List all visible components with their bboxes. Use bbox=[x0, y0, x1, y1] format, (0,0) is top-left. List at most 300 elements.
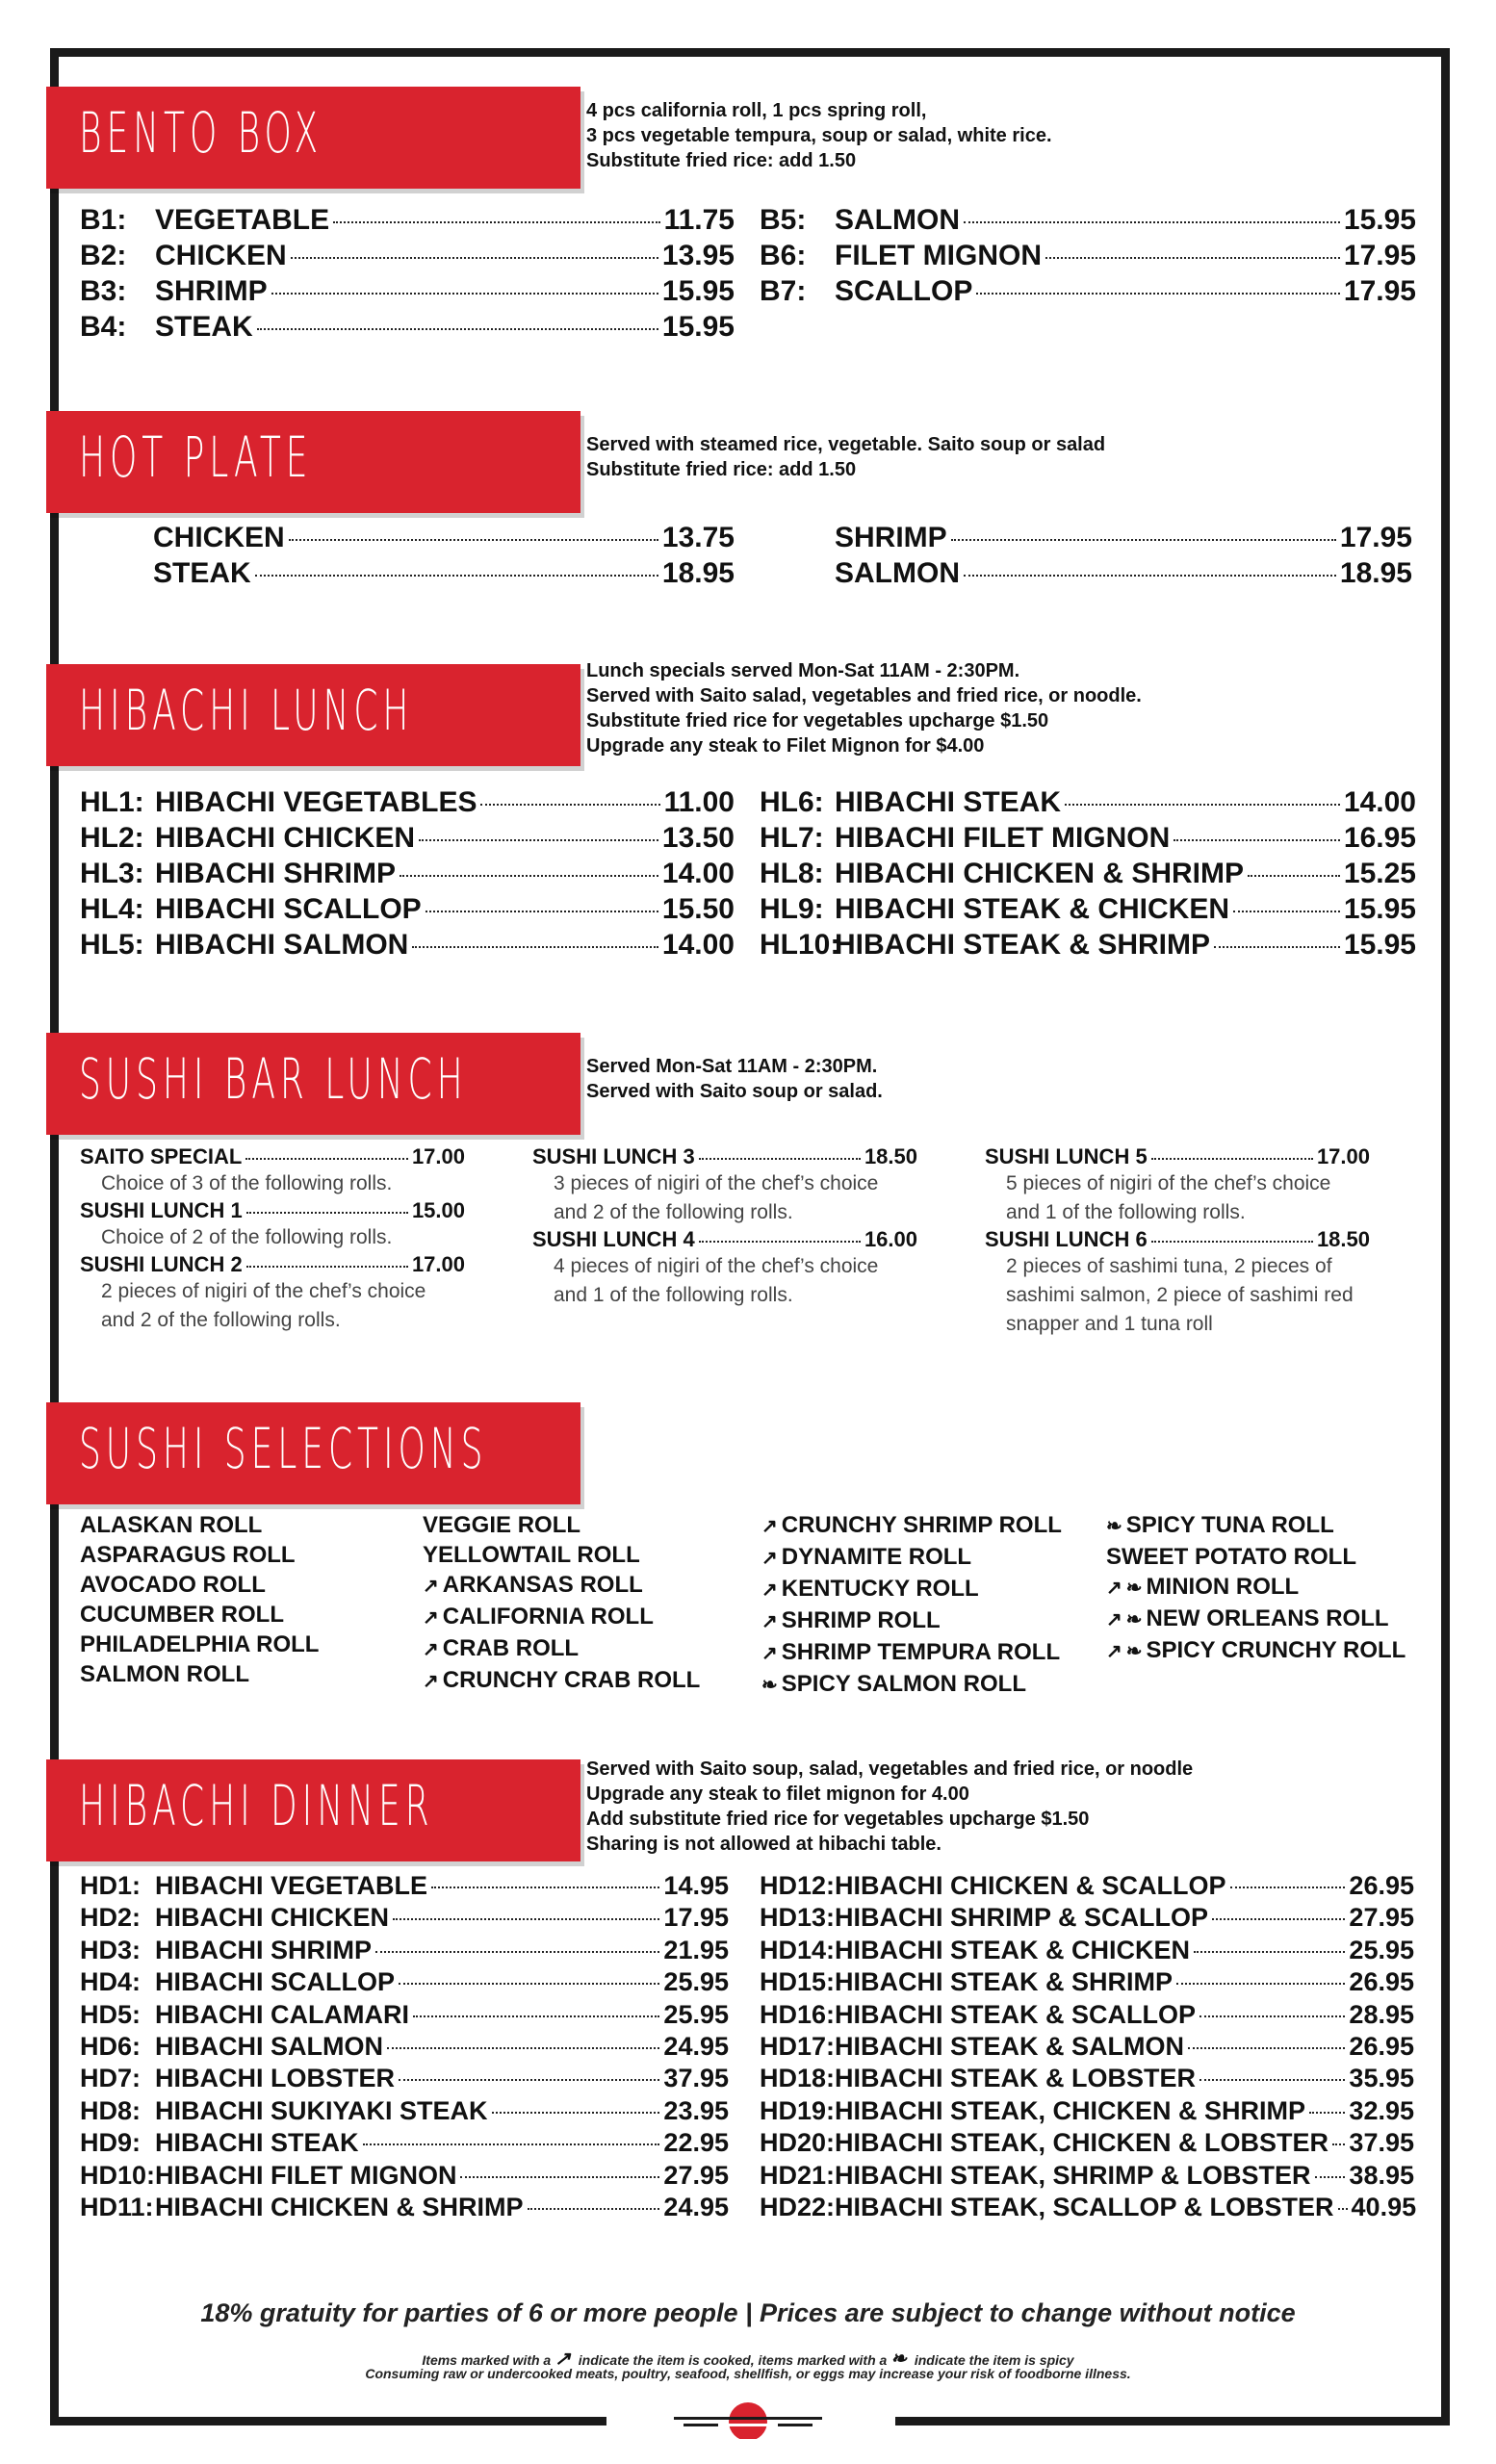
roll-name: YELLOWTAIL ROLL bbox=[423, 1542, 640, 1568]
dot-leader bbox=[1199, 2015, 1345, 2017]
item-name: HIBACHI SCALLOP bbox=[155, 1967, 395, 1997]
item-description: and 2 of the following rolls. bbox=[101, 1309, 341, 1331]
menu-item bbox=[760, 2031, 1414, 2063]
dot-leader bbox=[1332, 2143, 1345, 2145]
item-price: 15.95 bbox=[1343, 893, 1416, 925]
dot-leader bbox=[1214, 946, 1340, 948]
menu-item bbox=[80, 1966, 729, 1998]
dot-leader bbox=[333, 221, 659, 223]
item-price: 13.95 bbox=[661, 240, 735, 271]
roll-item bbox=[423, 1570, 700, 1602]
item-name: HIBACHI VEGETABLES bbox=[155, 786, 477, 818]
dot-leader bbox=[460, 2176, 659, 2178]
dot-leader bbox=[699, 1158, 861, 1160]
item-name: SUSHI LUNCH 3 bbox=[532, 1144, 695, 1168]
dot-leader bbox=[1338, 2208, 1348, 2210]
roll-item bbox=[80, 1600, 319, 1630]
item-name: VEGETABLE bbox=[155, 204, 330, 236]
item-name: HIBACHI SALMON bbox=[155, 929, 409, 961]
item-code: HL4: bbox=[80, 893, 144, 925]
roll-name: PHILADELPHIA ROLL bbox=[80, 1631, 320, 1657]
dot-leader bbox=[976, 293, 1340, 295]
roll-name: SPICY CRUNCHY ROLL bbox=[1146, 1637, 1406, 1663]
item-price: 11.00 bbox=[663, 786, 735, 818]
dot-leader bbox=[399, 1983, 659, 1985]
item-code: HD20: bbox=[760, 2128, 836, 2158]
items-right bbox=[760, 784, 1416, 962]
item-price: 21.95 bbox=[663, 1935, 729, 1964]
chili-pepper-icon: ❧ bbox=[1125, 1578, 1143, 1599]
item-price: 40.95 bbox=[1351, 2193, 1417, 2222]
menu-item bbox=[80, 2031, 729, 2063]
menu-item bbox=[80, 1935, 729, 1966]
torch-icon: ↗ bbox=[761, 1643, 778, 1664]
item-price: 27.95 bbox=[663, 2160, 729, 2190]
item-name: SUSHI LUNCH 1 bbox=[80, 1198, 243, 1222]
item-code: HL2: bbox=[80, 822, 144, 854]
roll-item bbox=[761, 1669, 1062, 1701]
roll-name: MINION ROLL bbox=[1146, 1574, 1300, 1600]
item-code: HL1: bbox=[80, 786, 144, 818]
dot-leader bbox=[431, 1886, 659, 1888]
menu-item bbox=[80, 1870, 729, 1902]
roll-name: SHRIMP ROLL bbox=[781, 1607, 941, 1633]
note-line: Served with steamed rice, vegetable. Saito soup or salad bbox=[586, 434, 1106, 455]
dot-leader bbox=[951, 539, 1336, 541]
item-price: 13.50 bbox=[661, 822, 735, 854]
menu-item bbox=[835, 520, 1412, 555]
item-price: 14.00 bbox=[661, 858, 735, 889]
menu-item bbox=[760, 1870, 1414, 1902]
item-name: SHRIMP bbox=[155, 275, 268, 307]
menu-item bbox=[760, 1935, 1414, 1966]
sushi-lunch-row bbox=[985, 1227, 1370, 1252]
note-line: Lunch specials served Mon-Sat 11AM - 2:30PM. bbox=[586, 660, 1020, 681]
menu-item bbox=[80, 309, 735, 345]
item-price: 15.00 bbox=[411, 1198, 465, 1222]
torch-icon: ↗ bbox=[1106, 1578, 1122, 1599]
torch-icon: ↗ bbox=[761, 1579, 778, 1601]
item-price: 11.75 bbox=[663, 204, 735, 236]
roll-item bbox=[1106, 1635, 1406, 1667]
roll-col-3 bbox=[761, 1510, 1062, 1701]
item-name: HIBACHI STEAK bbox=[835, 786, 1062, 818]
item-code: HL9: bbox=[760, 893, 824, 925]
item-name: HIBACHI STEAK, CHICKEN & LOBSTER bbox=[835, 2128, 1329, 2158]
roll-item bbox=[80, 1570, 319, 1600]
item-code: HD4: bbox=[80, 1967, 142, 1997]
item-price: 17.95 bbox=[1339, 522, 1412, 553]
menu-item bbox=[760, 273, 1416, 309]
dot-leader bbox=[1194, 1951, 1345, 1953]
dot-leader bbox=[246, 1266, 408, 1268]
roll-item bbox=[1106, 1510, 1406, 1542]
item-price: 25.95 bbox=[663, 1967, 729, 1997]
item-price: 32.95 bbox=[1349, 2095, 1414, 2125]
item-code: HD2: bbox=[80, 1903, 142, 1933]
roll-name: SHRIMP TEMPURA ROLL bbox=[781, 1639, 1061, 1665]
dot-leader bbox=[271, 293, 658, 295]
footer-gratuity-note: 18% gratuity for parties of 6 or more people | Prices are subject to change without notice bbox=[200, 2298, 1296, 2327]
sushi-lunch-col-2 bbox=[532, 1144, 946, 1310]
item-code: HL8: bbox=[760, 858, 824, 889]
item-code: HD19: bbox=[760, 2095, 836, 2125]
item-code: HD9: bbox=[80, 2128, 142, 2158]
item-description: sashimi salmon, 2 piece of sashimi red bbox=[1006, 1284, 1354, 1306]
roll-name: CALIFORNIA ROLL bbox=[442, 1604, 654, 1630]
menu-item bbox=[760, 927, 1416, 962]
menu-item bbox=[760, 2063, 1414, 2094]
item-name: SUSHI LUNCH 6 bbox=[985, 1227, 1148, 1251]
menu-item bbox=[80, 2192, 729, 2223]
torch-icon: ↗ bbox=[423, 1671, 439, 1692]
torch-icon: ↗ bbox=[423, 1576, 439, 1597]
section-title: HIBACHI LUNCH bbox=[79, 678, 414, 743]
section-notes bbox=[586, 98, 1052, 173]
legend-text-a: Items marked with a bbox=[422, 2352, 552, 2368]
dot-leader bbox=[528, 2208, 660, 2210]
item-name: HIBACHI CHICKEN & SCALLOP bbox=[835, 1871, 1226, 1900]
menu-item bbox=[80, 784, 735, 820]
dot-leader bbox=[387, 2047, 659, 2049]
items-left bbox=[80, 202, 735, 345]
menu-item bbox=[80, 1902, 729, 1934]
roll-item bbox=[1106, 1542, 1406, 1572]
menu-item bbox=[835, 555, 1412, 591]
item-code: HD11: bbox=[80, 2193, 154, 2222]
item-price: 22.95 bbox=[663, 2128, 729, 2158]
item-price: 17.95 bbox=[1343, 240, 1416, 271]
dot-leader bbox=[1188, 2047, 1345, 2049]
dot-leader bbox=[1248, 875, 1340, 877]
menu-item bbox=[80, 238, 735, 273]
note-line: Upgrade any steak to Filet Mignon for $4.00 bbox=[586, 735, 985, 757]
section-title: SUSHI SELECTIONS bbox=[79, 1416, 488, 1481]
item-name: HIBACHI CALAMARI bbox=[155, 1999, 409, 2029]
items-left bbox=[80, 784, 735, 962]
item-description: 2 pieces of sashimi tuna, 2 pieces of bbox=[1006, 1255, 1332, 1277]
item-name: HIBACHI STEAK & SALMON bbox=[835, 2032, 1184, 2062]
item-price: 15.50 bbox=[661, 893, 735, 925]
roll-item bbox=[423, 1602, 700, 1633]
item-name: HIBACHI STEAK, SCALLOP & LOBSTER bbox=[835, 2193, 1334, 2222]
dot-leader bbox=[1151, 1158, 1313, 1160]
menu-item bbox=[760, 2095, 1414, 2127]
item-code: HD14: bbox=[760, 1935, 836, 1964]
menu-item bbox=[80, 820, 735, 856]
items-right bbox=[760, 1870, 1417, 2223]
item-code: HD22: bbox=[760, 2193, 836, 2222]
roll-item bbox=[423, 1540, 700, 1570]
section-title: HOT PLATE bbox=[79, 424, 313, 490]
dot-leader bbox=[1174, 839, 1340, 841]
dot-leader bbox=[426, 911, 658, 912]
item-price: 25.95 bbox=[1349, 1935, 1414, 1964]
item-price: 37.95 bbox=[663, 2064, 729, 2093]
item-code: B2: bbox=[80, 240, 127, 271]
menu-item bbox=[760, 2127, 1414, 2159]
roll-item bbox=[423, 1633, 700, 1665]
banner-hibachi-lunch bbox=[46, 664, 580, 766]
roll-item bbox=[80, 1510, 319, 1540]
item-description: and 1 of the following rolls. bbox=[554, 1284, 793, 1306]
menu-item bbox=[760, 1902, 1414, 1934]
item-name: HIBACHI SALMON bbox=[155, 2032, 383, 2062]
dot-leader bbox=[255, 575, 658, 577]
note-line: Served with Saito soup, salad, vegetables and fried rice, or noodle bbox=[586, 1758, 1194, 1780]
menu-item bbox=[80, 2063, 729, 2094]
item-code: HL3: bbox=[80, 858, 144, 889]
dot-leader bbox=[1212, 1918, 1345, 1920]
roll-name: ALASKAN ROLL bbox=[80, 1512, 263, 1538]
item-code: HD16: bbox=[760, 1999, 836, 2029]
item-code: HD15: bbox=[760, 1967, 836, 1997]
roll-col-2 bbox=[423, 1510, 700, 1697]
item-price: 24.95 bbox=[663, 2032, 729, 2062]
dot-leader bbox=[375, 1951, 659, 1953]
torch-icon: ↗ bbox=[423, 1639, 439, 1660]
roll-name: SPICY TUNA ROLL bbox=[1125, 1512, 1334, 1538]
item-code: HD17: bbox=[760, 2032, 836, 2062]
item-code: HL5: bbox=[80, 929, 144, 961]
item-name: SALMON bbox=[835, 204, 960, 236]
dot-leader bbox=[419, 839, 658, 841]
roll-item bbox=[761, 1510, 1062, 1542]
torch-icon: ↗ bbox=[761, 1516, 778, 1537]
sushi-lunch-item bbox=[80, 1144, 494, 1198]
dot-leader bbox=[246, 1212, 408, 1214]
menu-item bbox=[760, 238, 1416, 273]
item-code: B6: bbox=[760, 240, 807, 271]
menu-item bbox=[80, 2127, 729, 2159]
note-line: Add substitute fried rice for vegetables upcharge $1.50 bbox=[586, 1809, 1090, 1830]
item-price: 25.95 bbox=[663, 1999, 729, 2029]
item-price: 17.00 bbox=[411, 1252, 465, 1276]
menu-item bbox=[760, 1966, 1414, 1998]
saito-logo bbox=[674, 2400, 822, 2439]
menu-item bbox=[80, 2160, 729, 2192]
item-name: HIBACHI CHICKEN & SHRIMP bbox=[835, 858, 1245, 889]
item-name: HIBACHI STEAK, CHICKEN & SHRIMP bbox=[835, 2095, 1306, 2125]
roll-name: AVOCADO ROLL bbox=[80, 1572, 266, 1598]
item-code: HD1: bbox=[80, 1871, 142, 1900]
item-price: 18.95 bbox=[1339, 557, 1412, 589]
item-price: 18.50 bbox=[864, 1144, 917, 1168]
chili-pepper-icon: ❧ bbox=[761, 1675, 778, 1696]
roll-name: CRUNCHY CRAB ROLL bbox=[442, 1667, 701, 1693]
item-price: 26.95 bbox=[1349, 1967, 1414, 1997]
menu-item bbox=[80, 202, 735, 238]
item-code: B4: bbox=[80, 311, 127, 343]
item-name: HIBACHI SHRIMP & SCALLOP bbox=[835, 1903, 1209, 1933]
roll-name: SWEET POTATO ROLL bbox=[1106, 1544, 1356, 1570]
roll-name: CUCUMBER ROLL bbox=[80, 1602, 284, 1628]
banner-sushi-selections bbox=[46, 1402, 580, 1504]
menu-item bbox=[760, 891, 1416, 927]
banner-hot-plate bbox=[46, 411, 580, 513]
menu-item bbox=[80, 856, 735, 891]
note-line: 4 pcs california roll, 1 pcs spring roll, bbox=[586, 100, 927, 121]
sushi-lunch-item bbox=[532, 1144, 946, 1227]
item-name: STEAK bbox=[153, 557, 251, 589]
items-left bbox=[80, 1870, 729, 2223]
items-right bbox=[835, 520, 1412, 591]
sushi-lunch-row bbox=[532, 1227, 917, 1252]
torch-icon: ↗ bbox=[1106, 1641, 1122, 1662]
note-line: Served with Saito soup or salad. bbox=[586, 1081, 883, 1102]
sushi-lunch-row bbox=[985, 1144, 1370, 1169]
section-notes bbox=[586, 432, 1105, 482]
roll-item bbox=[1106, 1572, 1406, 1604]
item-price: 16.95 bbox=[1343, 822, 1416, 854]
item-code: B5: bbox=[760, 204, 807, 236]
item-price: 14.95 bbox=[663, 1871, 729, 1900]
note-line: Sharing is not allowed at hibachi table. bbox=[586, 1834, 941, 1855]
item-price: 26.95 bbox=[1349, 2032, 1414, 2062]
item-name: HIBACHI SHRIMP bbox=[155, 858, 397, 889]
item-description: 5 pieces of nigiri of the chef’s choice bbox=[1006, 1172, 1331, 1194]
item-name: HIBACHI VEGETABLE bbox=[155, 1871, 428, 1900]
item-price: 15.25 bbox=[1343, 858, 1416, 889]
item-name: HIBACHI STEAK & SHRIMP bbox=[835, 1967, 1174, 1997]
item-price: 14.00 bbox=[661, 929, 735, 961]
item-name: SALMON bbox=[835, 557, 960, 589]
item-code: HD5: bbox=[80, 1999, 142, 2029]
item-description: snapper and 1 tuna roll bbox=[1006, 1313, 1213, 1335]
torch-icon: ↗ bbox=[555, 2348, 571, 2370]
dot-leader bbox=[1045, 257, 1340, 259]
legend-text-c: indicate the item is spicy bbox=[914, 2352, 1074, 2368]
item-name: HIBACHI FILET MIGNON bbox=[835, 822, 1171, 854]
roll-item bbox=[423, 1665, 700, 1697]
item-name: FILET MIGNON bbox=[835, 240, 1042, 271]
item-description: 2 pieces of nigiri of the chef’s choice bbox=[101, 1280, 426, 1302]
item-name: HIBACHI CHICKEN bbox=[155, 1903, 389, 1933]
section-notes bbox=[586, 658, 1142, 758]
item-code: B3: bbox=[80, 275, 127, 307]
item-price: 38.95 bbox=[1349, 2160, 1414, 2190]
menu-item bbox=[80, 891, 735, 927]
roll-name: CRAB ROLL bbox=[442, 1635, 580, 1661]
item-name: HIBACHI STEAK & SHRIMP bbox=[835, 929, 1211, 961]
dot-leader bbox=[1315, 2176, 1346, 2178]
item-name: HIBACHI STEAK & CHICKEN bbox=[835, 1935, 1191, 1964]
chili-pepper-icon: ❧ bbox=[890, 2348, 907, 2370]
item-name: SHRIMP bbox=[835, 522, 947, 553]
item-code: HD6: bbox=[80, 2032, 142, 2062]
roll-item bbox=[80, 1630, 319, 1659]
note-line: Served with Saito salad, vegetables and fried rice, or noodle. bbox=[586, 685, 1142, 706]
banner-hibachi-dinner bbox=[46, 1759, 580, 1861]
item-price: 17.95 bbox=[663, 1903, 729, 1933]
item-price: 15.95 bbox=[1343, 204, 1416, 236]
item-code: HD3: bbox=[80, 1935, 142, 1964]
item-name: HIBACHI STEAK & SCALLOP bbox=[835, 1999, 1197, 2029]
dot-leader bbox=[400, 875, 658, 877]
sushi-lunch-row bbox=[80, 1252, 465, 1277]
dot-leader bbox=[1309, 2112, 1345, 2114]
menu-item bbox=[760, 1999, 1414, 2031]
roll-item bbox=[761, 1574, 1062, 1605]
menu-item bbox=[760, 784, 1416, 820]
roll-item bbox=[761, 1637, 1062, 1669]
item-price: 15.95 bbox=[1343, 929, 1416, 961]
dot-leader bbox=[480, 804, 659, 806]
banner-sushi-bar-lunch bbox=[46, 1033, 580, 1135]
item-name: HIBACHI SHRIMP bbox=[155, 1935, 373, 1964]
dot-leader bbox=[245, 1158, 408, 1160]
item-name: SCALLOP bbox=[835, 275, 973, 307]
item-price: 15.95 bbox=[661, 311, 735, 343]
chili-pepper-icon: ❧ bbox=[1125, 1609, 1143, 1630]
roll-item bbox=[761, 1542, 1062, 1574]
item-code: HD8: bbox=[80, 2095, 142, 2125]
item-code: HD7: bbox=[80, 2064, 142, 2093]
sushi-lunch-col-3 bbox=[985, 1144, 1399, 1339]
section-title: BENTO BOX bbox=[79, 100, 323, 166]
section-notes bbox=[586, 1757, 1193, 1857]
item-description: and 2 of the following rolls. bbox=[554, 1201, 793, 1223]
menu-item bbox=[760, 2192, 1417, 2223]
roll-name: ARKANSAS ROLL bbox=[442, 1572, 643, 1598]
item-price: 17.95 bbox=[1343, 275, 1416, 307]
item-description: 4 pieces of nigiri of the chef’s choice bbox=[554, 1255, 879, 1277]
item-price: 24.95 bbox=[663, 2193, 729, 2222]
item-name: HIBACHI CHICKEN & SHRIMP bbox=[155, 2193, 524, 2222]
sushi-lunch-item bbox=[532, 1227, 946, 1310]
item-code: HD13: bbox=[760, 1903, 836, 1933]
note-line: Substitute fried rice: add 1.50 bbox=[586, 459, 857, 480]
item-price: 17.00 bbox=[411, 1144, 465, 1168]
menu-item bbox=[153, 520, 735, 555]
sushi-lunch-row bbox=[80, 1198, 465, 1223]
chili-pepper-icon: ❧ bbox=[1106, 1516, 1122, 1537]
item-price: 16.00 bbox=[864, 1227, 917, 1251]
torch-icon: ↗ bbox=[423, 1607, 439, 1629]
item-name: HIBACHI STEAK & LOBSTER bbox=[835, 2064, 1197, 2093]
note-line: Substitute fried rice for vegetables upcharge $1.50 bbox=[586, 710, 1049, 732]
item-name: STEAK bbox=[155, 311, 253, 343]
torch-icon: ↗ bbox=[761, 1611, 778, 1632]
item-price: 18.95 bbox=[661, 557, 735, 589]
roll-item bbox=[80, 1540, 319, 1570]
item-code: HD21: bbox=[760, 2160, 836, 2190]
items-right bbox=[760, 202, 1416, 309]
roll-name: NEW ORLEANS ROLL bbox=[1146, 1605, 1389, 1631]
note-line: Upgrade any steak to filet mignon for 4.00 bbox=[586, 1784, 969, 1805]
dot-leader bbox=[1151, 1241, 1313, 1243]
menu-item bbox=[760, 820, 1416, 856]
roll-item bbox=[80, 1659, 319, 1689]
item-name: SUSHI LUNCH 4 bbox=[532, 1227, 695, 1251]
dot-leader bbox=[413, 2015, 659, 2017]
roll-item bbox=[761, 1605, 1062, 1637]
item-code: B1: bbox=[80, 204, 127, 236]
sushi-lunch-item bbox=[985, 1227, 1399, 1339]
item-name: HIBACHI STEAK, SHRIMP & LOBSTER bbox=[835, 2160, 1311, 2190]
item-price: 13.75 bbox=[661, 522, 735, 553]
footer-warning: Consuming raw or undercooked meats, poultry, seafood, shellfish, or eggs may increase your risk of foodborne illness. bbox=[365, 2366, 1131, 2381]
dot-leader bbox=[1065, 804, 1340, 806]
dot-leader bbox=[964, 221, 1340, 223]
item-name: HIBACHI STEAK & CHICKEN bbox=[835, 893, 1230, 925]
item-name: HIBACHI LOBSTER bbox=[155, 2064, 395, 2093]
roll-name: VEGGIE ROLL bbox=[423, 1512, 581, 1538]
item-name: HIBACHI SUKIYAKI STEAK bbox=[155, 2095, 488, 2125]
sushi-lunch-item bbox=[80, 1252, 494, 1335]
item-description: Choice of 2 of the following rolls. bbox=[101, 1226, 393, 1248]
roll-col-1 bbox=[80, 1510, 319, 1689]
